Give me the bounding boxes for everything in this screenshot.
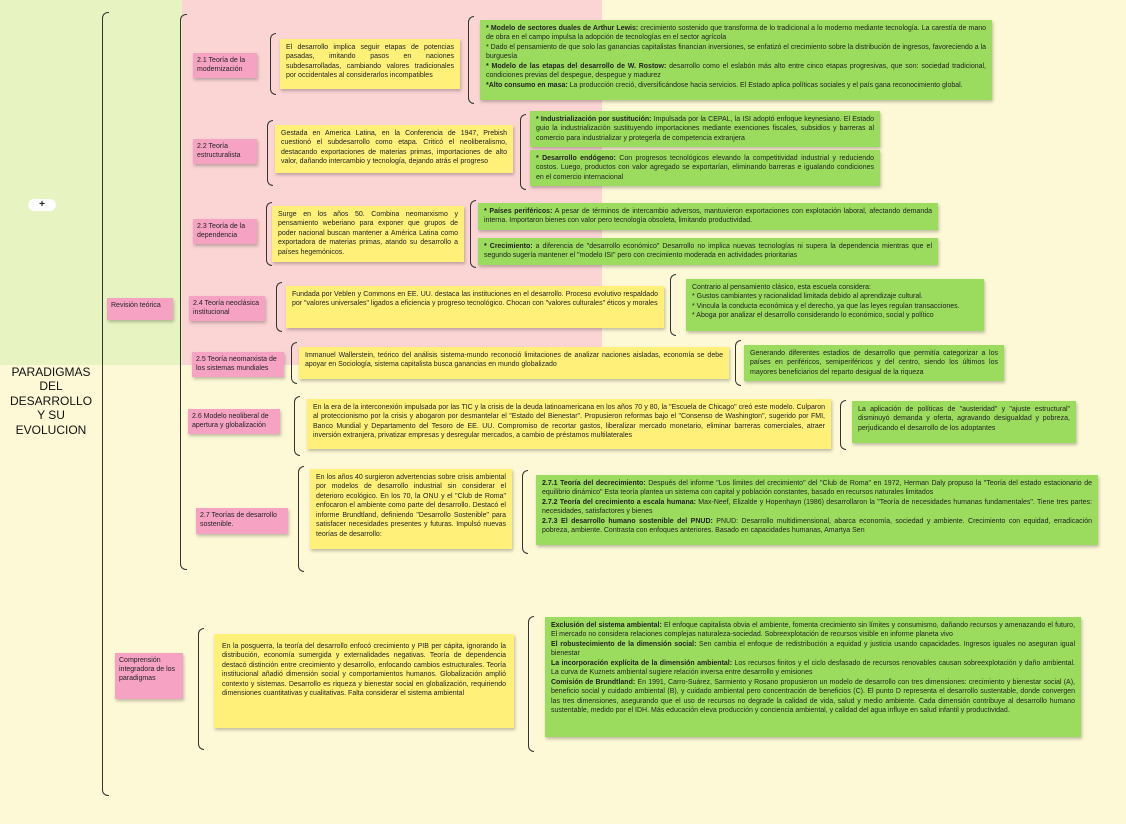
detail-2-4-l3: * Vincula la conducta económica y el derecho, ya que las leyes regulan transacciones. bbox=[692, 302, 960, 310]
detail-comprension-p4: Comisión de Brundtland: En 1991, Carro-Suárez, Sarmiento y Rosano propusieron un modelo de desarrollo con tres dimensiones: crecimiento y bienestar social (A), beneficio social y cuidado ambiental (B), y cuidado ambiental pero concentración de beneficios (C). El punto D representa el desarrollo sustentable, donde convergen las tres dimensiones, asegurando que el uso de recursos no degrade la calidad de vida, salud y medio ambiente. Cada dimensión contribuye al desarrollo humano sustentable, medido por el IDH. Más educación eleva producción y conciencia ambiental, y calidad del agua influye en salud infantil y productividad. bbox=[551, 678, 1076, 714]
brace-2-7-detail bbox=[522, 470, 528, 554]
desc-2-1: El desarrollo implica seguir etapas de potencias pasadas, imitando pasos en naciones subdesarrolladas, cambiando valores tradicionales por occidentales al considerarlos incompatibles bbox=[280, 39, 460, 89]
detail-comprension bbox=[545, 617, 1081, 737]
label-2-6[interactable]: 2.6 Modelo neoliberal de apertura y globalización bbox=[188, 409, 280, 434]
label-2-7[interactable]: 2.7 Teorías de desarrollo sostenible. bbox=[196, 508, 288, 534]
detail-2-6: La aplicación de políticas de "austeridad" y "ajuste estructural" disminuyó demanda y oferta, agravando desigualdad y pobreza, perjudicando el desarrollo de los adoptantes bbox=[852, 401, 1076, 443]
brace-2-6-detail bbox=[840, 400, 846, 450]
desc-comprension: En la posguerra, la teoría del desarrollo enfocó crecimiento y PIB per cápita, ignorando la distribución, economía sumergida y externalidades negativas. Teoría de dependencia destacó distinción entre crecimiento y desarrollo, enfocando cambios estructurales. Teoría institucional añadió dimensión social y comportamientos humanos. Globalización amplió contexto y sistemas. Desarrollo es riqueza y bienestar social en globalización, requiriendo dimensiones cuantitativas y cualitativas. Falta considerar el sistema ambiental bbox=[214, 634, 514, 728]
brace-comprension-detail bbox=[528, 616, 534, 752]
label-2-2[interactable]: 2.2 Teoría estructuralista bbox=[193, 139, 257, 164]
detail-2-1-p1: * Modelo de sectores duales de Arthur Lewis: crecimiento sostenido que transforma de lo tradicional a lo moderno mediante tecnología. La carestía de mano de obra en el campo impulsa la adopción de tecnologías en el sector agrícola bbox=[486, 25, 986, 42]
desc-2-3: Surge en los años 50. Combina neomarxismo y pensamiento weberiano para exponer que grupos de poder nacional buscan mantener a América Latina como exportadora de materias primas, atando su desarrollo a países hegemónicos. bbox=[272, 206, 464, 262]
brace-2-2 bbox=[267, 120, 273, 186]
detail-2-5: Generando diferentes estadios de desarrollo que permitía categorizar a los países en periféricos, semiperiféricos y del centro, siendo los últimos los mayores beneficiarios del reparto desigual de la riqueza bbox=[744, 345, 1004, 381]
detail-comprension-p1: Exclusión del sistema ambiental: El enfoque capitalista obvia el ambiente, fomenta crecimiento sin límites y consumismo, dañando recursos y amenazando el futuro, El mercado no considera relaciones complejas naturaleza-sociedad. Sobreexplotación de recursos visible en informe planeta vivo bbox=[551, 622, 1076, 639]
detail-2-4-l1: Contrario al pensamiento clásico, esta escuela considera: bbox=[692, 284, 871, 291]
detail-2-1-p2: * Dado el pensamiento de que solo las ganancias capitalistas financian inversiones, se enfatizó el crecimiento sobre la distribución de ingresos, favoreciendo a la burguesía bbox=[486, 43, 987, 61]
brace-2-5-detail bbox=[735, 340, 741, 386]
detail-2-2-b: * Desarrollo endógeno: Con progresos tecnológicos elevando la competitividad industrial y reduciendo costos. Luego, productos con valor agregado se exportarían, eliminando barreras e igualando condiciones en el comercio internacional bbox=[530, 150, 880, 186]
comprension-label[interactable]: Comprensión integradora de los paradigmas bbox=[115, 653, 183, 699]
desc-2-2: Gestada en America Latina, en la Conferencia de 1947, Prebish cuestionó el subdesarrollo como etapa. Criticó el neoliberalismo, destacando exportaciones de materias primas, importaciones de alto valor, dañando intercambio y tecnología, dejando atrás el progreso bbox=[275, 125, 513, 173]
revision-label[interactable]: Revisión teórica bbox=[107, 298, 173, 320]
detail-2-1-p3: * Modelo de las etapas del desarrollo de W. Rostow: desarrollo como el eslabón más alto entre cinco etapas progresivas, que son: sociedad tradicional, condiciones previas del despegue, despegue y madurez bbox=[486, 62, 986, 80]
desc-2-5: Immanuel Wallerstein, teórico del análisis sistema-mundo reconoció limitaciones de analizar naciones aisladas, economía se debe apoyar en Sociología, sistema capitalista busca ganancias en mundo globalizado bbox=[299, 347, 729, 379]
brace-2-2-detail bbox=[520, 114, 526, 190]
detail-2-2-a: * Industrialización por sustitución: Impulsada por la CEPAL, la ISI adoptó enfoque keynesiano. El Estado guio la industrialización sustituyendo importaciones mediante exenciones fiscales, subsidios y barreras al comercio para industrializar y protegerla de competencia extranjera bbox=[530, 111, 880, 147]
main-brace bbox=[102, 12, 109, 796]
label-2-1[interactable]: 2.1 Teoría de la modernización bbox=[193, 53, 257, 78]
detail-2-1-p4: *Alto consumo en masa: La producción creció, diversificándose hacia servicios. El Estado aplica políticas sociales y el país gana reconocimiento global. bbox=[486, 81, 963, 89]
revision-brace bbox=[180, 14, 187, 570]
brace-2-1-detail bbox=[468, 16, 474, 104]
brace-2-3-detail bbox=[470, 200, 476, 268]
detail-2-7-p3: 2.7.3 El desarrollo humano sostenible del PNUD: PNUD: Desarrollo multidimensional, abarca economía, sociedad y ambiente. Crecimiento con equidad, erradicación pobreza, ambiente. Contrasta con enfoques anteriores. Basado en capacidades humanas, Amartya Sen bbox=[542, 517, 1092, 535]
label-2-5[interactable]: 2.5 Teoría neomarxista de los sistemas mundiales bbox=[192, 352, 284, 377]
map-title: PARADIGMAS DEL DESARROLLO Y SU EVOLUCION bbox=[10, 365, 93, 437]
detail-2-3-b: * Crecimiento: a diferencia de "desarrollo económico" Desarrollo no implica nuevas tecnologías ni supera la dependencia mientras que el segundo sugería mantener el "modelo ISI" pero con crecimiento moderada en actividades prioritarias bbox=[478, 238, 938, 265]
detail-2-3-a: * Países periféricos: A pesar de términos de intercambio adversos, mantuvieron exportaciones con explotación laboral, afectando demanda interna. Importaron bienes con valor pero tecnología obsoleta, limitando productividad. bbox=[478, 203, 938, 230]
brace-2-4 bbox=[276, 282, 282, 332]
detail-comprension-p2: El robustecimiento de la dimensión social: Sen cambia el enfoque de redistribución a equidad y justicia usando capacidades. Ingresos iguales no aseguran igual bienestar bbox=[551, 640, 1076, 658]
detail-2-7-p1: 2.7.1 Teoría del decrecimiento: Después del informe "Los límites del crecimiento" del "Club de Roma" en 1972, Herman Daly propuso la "Teoría del estado estacionario de equilibrio dinámico" Esta teoría plantea un sistema con capital y población constantes, basado en recursos naturales limitados bbox=[542, 480, 1092, 497]
label-2-4[interactable]: 2.4 Teoría neoclásica institucional bbox=[189, 296, 265, 321]
detail-2-1 bbox=[480, 20, 992, 100]
desc-2-4: Fundada por Veblen y Commons en EE. UU. destaca las instituciones en el desarrollo. Proceso evolutivo respaldado por "valores universales" ligados a eficiencia y progreso tecnológico. Chocan con "valores culturales" éticos y morales bbox=[286, 286, 664, 328]
desc-2-7: En los años 40 surgieron advertencias sobre crisis ambiental por modelos de desarrollo industrial sin considerar el deterioro ecológico. En los 70, la ONU y el "Club de Roma" enfocaron el ambiente como parte del desarrollo. Destacó el informe Brundtland, definiendo "Desarrollo Sostenible" para satisfacer necesidades presentes y futuras. Impulsó nuevas teorías de desarrollo: bbox=[310, 469, 512, 549]
comprension-brace bbox=[198, 628, 204, 750]
detail-2-7 bbox=[536, 475, 1098, 545]
detail-2-4 bbox=[686, 279, 984, 331]
label-2-3[interactable]: 2.3 Teoría de la dependencia bbox=[193, 219, 257, 244]
brace-2-5 bbox=[291, 342, 297, 384]
desc-2-6: En la era de la interconexión impulsada por las TIC y la crisis de la deuda latinoamericana en los años 70 y 80, la "Escuela de Chicago" creó este modelo. Culparon al proteccionismo por la crisis y abogaron por desmantelar el "Estado del Bienestar". Propusieron reformas bajo el "Consenso de Washington", sugerido por FMI, Banco Mundial y Departamento del Tesoro de EE. UU. Compromiso de recortar gastos, liberalizar mercado monetario, eliminar barreras comerciales, atraer inversión extranjera, privatizar empresas y desregular mercados, a cambio de préstamos multilaterales bbox=[307, 399, 831, 449]
detail-2-4-l4: * Aboga por analizar el desarrollo considerando lo económico, social y político bbox=[692, 312, 934, 320]
detail-2-7-p2: 2.7.2 Teoría del crecimiento a escala humana: Max-Neef, Elizalde y Hopenhayn (1986) desarrollaron la "Teoría de necesidades humanas fundamentales". Tiene tres partes: necesidades, satisfactores y bienes bbox=[542, 498, 1092, 516]
brace-2-7 bbox=[298, 466, 304, 572]
brace-2-1 bbox=[270, 33, 276, 95]
detail-2-4-l2: * Gustos cambiantes y racionalidad limitada debido al aprendizaje cultural. bbox=[692, 293, 923, 301]
brace-2-4-detail bbox=[670, 274, 676, 336]
brace-2-6 bbox=[294, 396, 300, 456]
expand-button[interactable]: + bbox=[28, 199, 56, 211]
detail-comprension-p3: La incorporación explícita de la dimensión ambiental: Los recursos finitos y el ciclo desfasado de recursos renovables causan sobreexplotación y daño ambiental. La curva de Kuznets ambiental sugiere relación inversa entre desarrollo y emisiones bbox=[551, 659, 1075, 677]
